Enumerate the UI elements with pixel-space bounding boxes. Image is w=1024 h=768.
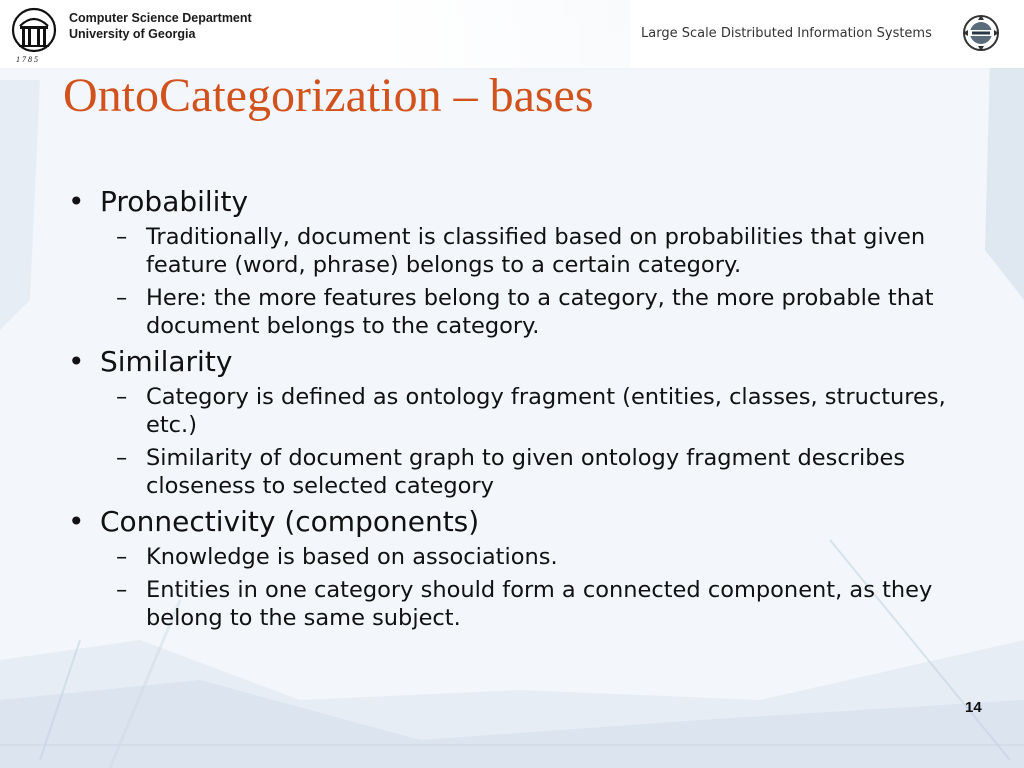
sub-bullet-dash: – bbox=[116, 384, 128, 410]
sub-bullet-text: Category is defined as ontology fragment (entities, classes, structures, etc.) bbox=[146, 384, 946, 438]
bullet-dot: • bbox=[68, 505, 85, 538]
sub-bullet-dash: – bbox=[116, 285, 128, 311]
sub-bullet-dash: – bbox=[116, 445, 128, 471]
sub-bullet bbox=[62, 444, 992, 500]
lsdis-globe-logo-icon bbox=[962, 14, 1000, 52]
department-line-1: Computer Science Department bbox=[69, 11, 252, 25]
bullet-text: Similarity bbox=[100, 345, 233, 378]
slide-body bbox=[62, 180, 992, 632]
sub-bullet bbox=[62, 543, 992, 571]
sub-bullet-dash: – bbox=[116, 544, 128, 570]
sub-bullet-text: Traditionally, document is classified based on probabilities that given feature (word, phrase) belongs to a certain category. bbox=[146, 224, 926, 278]
sub-bullet-text: Knowledge is based on associations. bbox=[146, 544, 558, 570]
sub-bullet-text: Similarity of document graph to given ontology fragment describes closeness to selected category bbox=[146, 445, 906, 499]
bullet-connectivity bbox=[62, 506, 992, 538]
uga-arch-logo-icon bbox=[8, 6, 64, 64]
sub-bullet-text: Here: the more features belong to a category, the more probable that document belongs to the category. bbox=[146, 285, 934, 339]
bullet-probability bbox=[62, 186, 992, 218]
bullet-text: Probability bbox=[100, 185, 249, 218]
group-name: Large Scale Distributed Information Systems bbox=[641, 26, 932, 41]
department-label bbox=[69, 10, 252, 42]
sub-bullet bbox=[62, 223, 992, 279]
sub-bullet-dash: – bbox=[116, 224, 128, 250]
sub-bullet-dash: – bbox=[116, 577, 128, 603]
sub-bullet-text: Entities in one category should form a connected component, as they belong to the same subject. bbox=[146, 577, 933, 631]
bullet-text: Connectivity (components) bbox=[100, 505, 480, 538]
page-number: 14 bbox=[965, 699, 982, 716]
svg-text:1 7 8 5: 1 7 8 5 bbox=[16, 55, 38, 64]
slide-title: OntoCategorization – bases bbox=[63, 69, 594, 122]
bullet-dot: • bbox=[68, 185, 85, 218]
bullet-dot: • bbox=[68, 345, 85, 378]
sub-bullet bbox=[62, 383, 992, 439]
bullet-similarity bbox=[62, 346, 992, 378]
department-line-2: University of Georgia bbox=[69, 27, 196, 41]
sub-bullet bbox=[62, 576, 992, 632]
sub-bullet bbox=[62, 284, 992, 340]
